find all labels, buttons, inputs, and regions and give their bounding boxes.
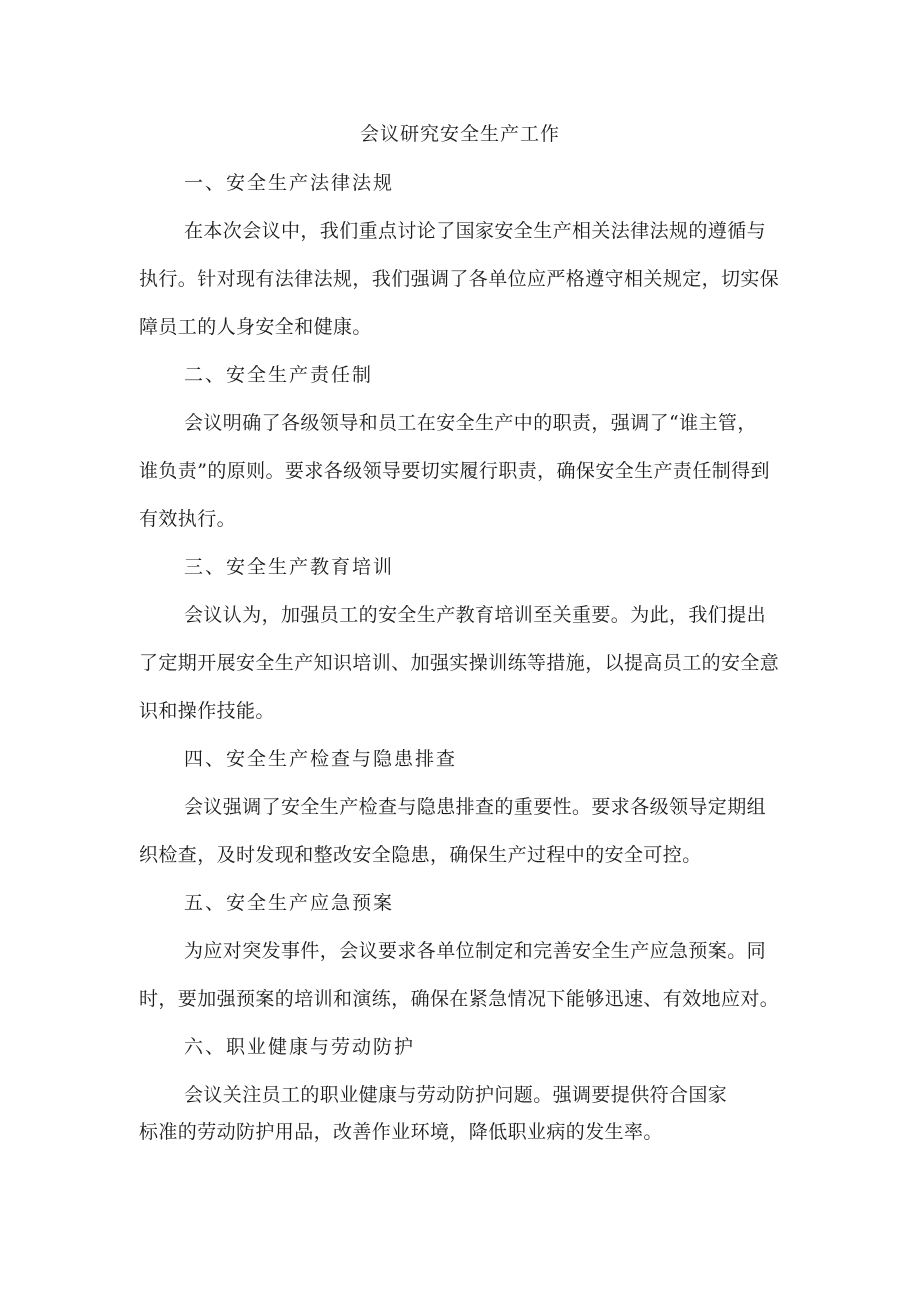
paragraph-line: 会议强调了安全生产检查与隐患排查的重要性。要求各级领导定期组 xyxy=(184,796,767,818)
paragraph-line: 织检查，及时发现和整改安全隐患，确保生产过程中的安全可控。 xyxy=(139,844,702,866)
paragraph-line: 时，要加强预案的培训和演练，确保在紧急情况下能够迅速、有效地应对。 xyxy=(139,988,780,1010)
paragraph-line: 有效执行。 xyxy=(139,508,237,530)
section-heading-2: 二、安全生产责任制 xyxy=(184,364,374,386)
paragraph-line: 了定期开展安全生产知识培训、加强实操训练等措施，以提高员工的安全意 xyxy=(139,652,780,674)
paragraph-line: 标准的劳动防护用品，改善作业环境，降低职业病的发生率。 xyxy=(139,1121,663,1143)
paragraph-line: 障员工的人身安全和健康。 xyxy=(139,316,372,338)
paragraph-line: 在本次会议中，我们重点讨论了国家安全生产相关法律法规的遵循与 xyxy=(184,220,767,242)
section-heading-5: 五、安全生产应急预案 xyxy=(184,892,395,914)
paragraph-line: 识和操作技能。 xyxy=(139,700,275,722)
paragraph-line: 执行。针对现有法律法规，我们强调了各单位应严格遵守相关规定，切实保 xyxy=(139,268,780,290)
section-heading-4: 四、安全生产检查与隐患排查 xyxy=(184,748,458,770)
section-heading-1: 一、安全生产法律法规 xyxy=(184,172,395,194)
paragraph-line: 会议明确了各级领导和员工在安全生产中的职责，强调了“谁主管， xyxy=(184,412,757,434)
paragraph-line: 会议关注员工的职业健康与劳动防护问题。强调要提供符合国家 xyxy=(184,1084,728,1106)
section-heading-3: 三、安全生产教育培训 xyxy=(184,556,395,578)
paragraph-line: 会议认为，加强员工的安全生产教育培训至关重要。为此，我们提出 xyxy=(184,604,767,626)
section-heading-6: 六、职业健康与劳动防护 xyxy=(184,1036,416,1058)
paragraph-line: 为应对突发事件，会议要求各单位制定和完善安全生产应急预案。同 xyxy=(184,940,767,962)
paragraph-line: 谁负责”的原则。要求各级领导要切实履行职责，确保安全生产责任制得到 xyxy=(139,460,770,482)
page-title: 会议研究安全生产工作 xyxy=(359,123,560,145)
